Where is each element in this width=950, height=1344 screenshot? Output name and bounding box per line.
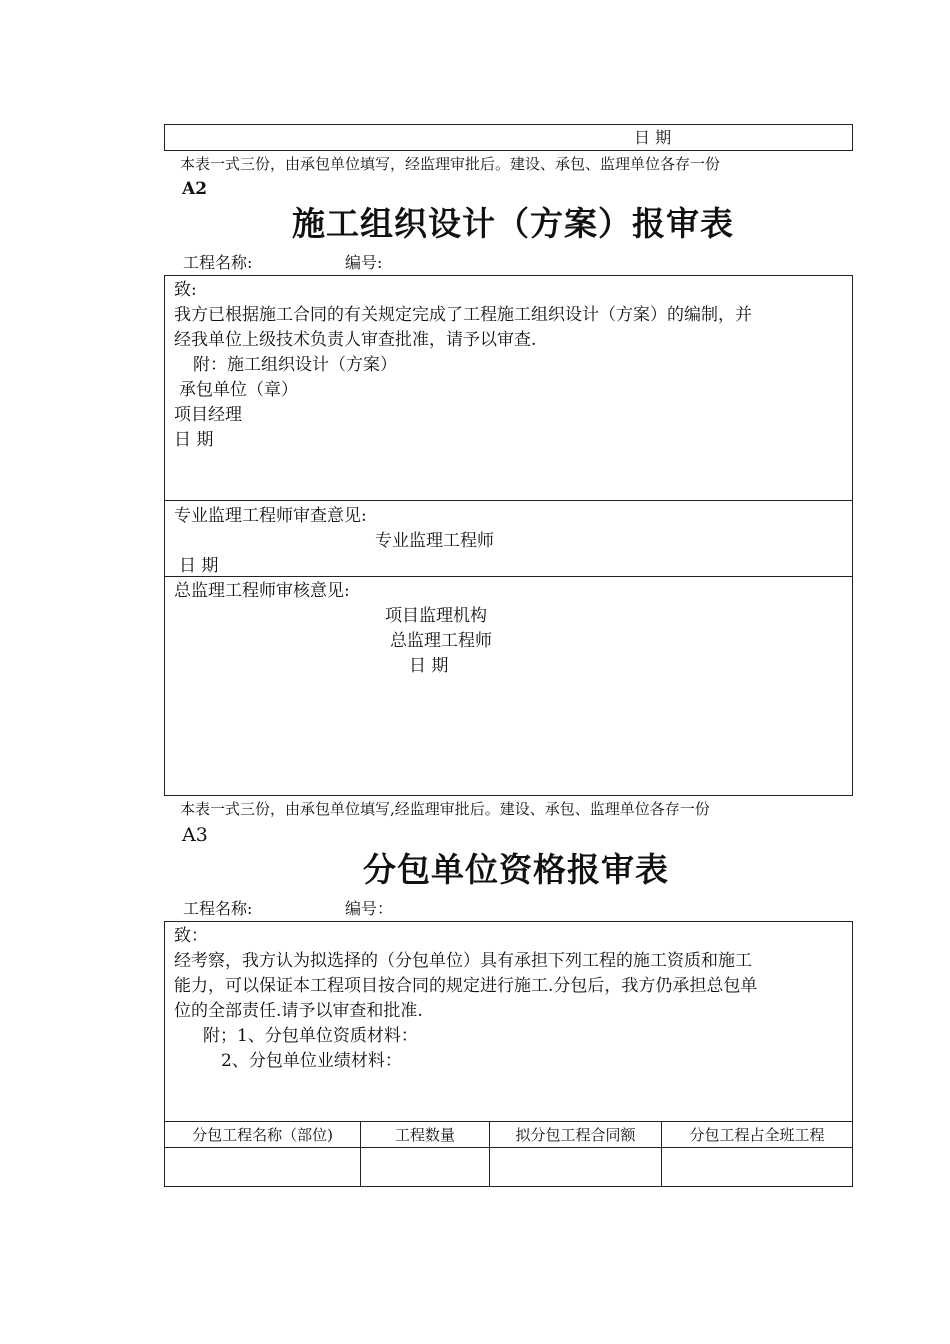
a3-form-table (164, 921, 853, 1187)
a2-form-code: A2 (182, 179, 208, 199)
a2-form-table (164, 275, 853, 796)
a2-to-label: 致: (174, 280, 197, 300)
a2-engineer-opinion-label: 专业监理工程师审查意见: (174, 506, 367, 526)
a3-to-label: 致： (174, 926, 208, 946)
a3-project-name-label: 工程名称: (183, 899, 253, 918)
a2-form-title: 施工组织设计（方案）报审表 (292, 204, 734, 243)
a1-table-fragment (164, 124, 853, 151)
a3-number-label: 编号： (345, 899, 394, 918)
a3-table-top-border (165, 1121, 852, 1122)
a2-divider-1 (165, 500, 852, 501)
a3-attachment-2: 2、分包单位业绩材料： (221, 1051, 402, 1071)
a2-project-manager: 项目经理 (174, 405, 242, 425)
a2-engineer-date: 日 期 (179, 556, 219, 576)
a2-supervision-org: 项目监理机构 (385, 606, 487, 626)
a1-date-label: 日 期 (634, 128, 672, 147)
a2-divider-2 (165, 576, 852, 577)
a2-date: 日 期 (174, 430, 214, 450)
a3-form-title: 分包单位资格报审表 (363, 850, 669, 889)
a2-body-line1: 我方已根据施工合同的有关规定完成了工程施工组织设计（方案）的编制，并 (174, 305, 752, 325)
a2-chief-opinion-label: 总监理工程师审核意见: (174, 581, 350, 601)
a3-body-line2: 能力，可以保证本工程项目按合同的规定进行施工.分包后，我方仍承担总包单 (174, 976, 758, 996)
a3-form-code: A3 (182, 824, 208, 846)
a2-engineer-signer: 专业监理工程师 (375, 531, 494, 551)
a2-chief-date: 日 期 (409, 656, 449, 676)
a2-number-label: 编号: (345, 253, 383, 272)
a3-header-subcontract-name: 分包工程名称（部位) (192, 1126, 333, 1144)
a2-project-name-label: 工程名称: (183, 253, 253, 272)
a3-attachment-1: 附；1、分包单位资质材料： (203, 1026, 418, 1046)
a3-body-line1: 经考察，我方认为拟选择的（分包单位）具有承担下列工程的施工资质和施工 (174, 951, 752, 971)
a3-header-quantity: 工程数量 (394, 1126, 455, 1144)
a2-footnote: 本表一式三份，由承包单位填写,经监理审批后。建设、承包、监理单位各存一份 (180, 800, 710, 818)
a3-header-contract-amount: 拟分包工程合同额 (515, 1126, 636, 1144)
a1-footnote: 本表一式三份，由承包单位填写，经监理审批后。建设、承包、监理单位各存一份 (180, 155, 721, 173)
a2-body-line2: 经我单位上级技术负责人审查批准，请予以审查. (174, 330, 537, 350)
a2-attachment: 附：施工组织设计（方案） (193, 355, 397, 375)
a3-header-share: 分包工程占全班工程 (689, 1126, 825, 1144)
a2-chief-signer: 总监理工程师 (390, 631, 492, 651)
a3-body-line3: 位的全部责任.请予以审查和批准. (174, 1001, 423, 1021)
a2-contractor-seal: 承包单位（章） (179, 380, 298, 400)
a3-table-row-empty (165, 1148, 852, 1186)
